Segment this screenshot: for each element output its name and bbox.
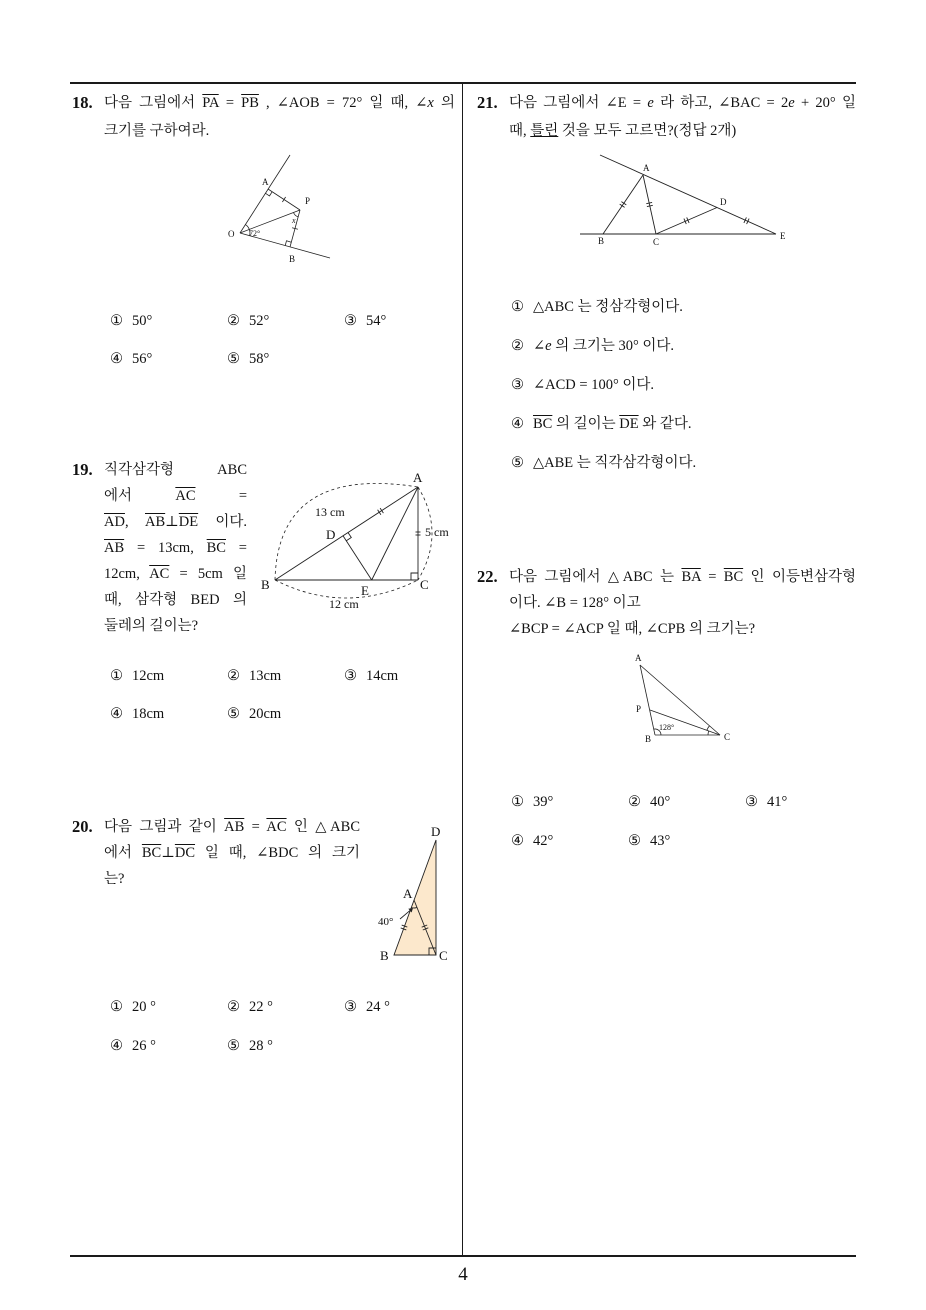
choice-number: ④ xyxy=(511,416,524,432)
overlined-segment: $\overline{AB}$ xyxy=(145,514,166,530)
text-segment: ∠ACD = 100° 이다. xyxy=(533,377,655,393)
answer-choice[interactable] xyxy=(511,453,696,492)
label-b: B xyxy=(289,254,296,264)
label-ac-length: 5 cm xyxy=(425,525,449,539)
segment-ac xyxy=(640,665,720,735)
text-segment: ⊥ xyxy=(165,514,179,530)
figure-19 xyxy=(258,465,458,615)
text-segment: ∠ xyxy=(533,338,546,354)
bottom-rule xyxy=(70,1255,856,1257)
question-text-19 xyxy=(104,457,247,639)
question-number-19: 19. xyxy=(72,460,93,479)
text-segment: 일 때, ∠BDC 의 크기 xyxy=(195,845,361,861)
choice-number: ④ xyxy=(511,833,524,849)
answer-choice[interactable] xyxy=(745,792,862,831)
text-segment: 와 같다. xyxy=(638,416,692,432)
answer-choice[interactable] xyxy=(511,375,696,414)
overlined-segment: $\overline{BA}$ xyxy=(681,569,701,585)
text-segment: 56° xyxy=(132,351,153,367)
question-line xyxy=(104,866,360,892)
tick-pa xyxy=(282,197,285,202)
text-segment: 41° xyxy=(767,794,788,810)
question-line xyxy=(104,457,247,483)
answer-choice[interactable] xyxy=(227,1036,344,1075)
top-rule xyxy=(70,82,856,84)
column-divider xyxy=(462,82,464,1256)
text-segment: ∠BCP = ∠ACP 일 때, ∠CPB 의 크기는? xyxy=(509,621,756,637)
choice-number: ④ xyxy=(110,706,123,722)
segment-ae xyxy=(372,487,418,580)
answer-choice[interactable] xyxy=(511,297,696,336)
overlined-segment: $\overline{AC}$ xyxy=(175,488,196,504)
text-segment: 라 하고, ∠BAC = 2 xyxy=(653,95,789,111)
page-number: 4 xyxy=(458,1264,468,1285)
label-o: O xyxy=(228,229,235,239)
text-segment: 42° xyxy=(533,833,554,849)
question-line xyxy=(104,561,247,587)
question-text-20 xyxy=(104,814,360,892)
text-segment: 인 △ABC xyxy=(286,819,360,835)
tick-ab-2 xyxy=(621,202,626,205)
answer-choice[interactable] xyxy=(344,997,461,1036)
text-segment: = xyxy=(700,569,724,585)
choice-number: ① xyxy=(110,668,123,684)
text-segment: 크기를 구하여라. xyxy=(104,123,210,139)
label-d: D xyxy=(720,197,727,207)
text-segment: , ∠AOB = 72° 일 때, ∠ xyxy=(258,95,428,111)
question-line xyxy=(104,613,247,639)
segment-ac xyxy=(643,175,656,234)
question-line xyxy=(104,117,455,145)
choices-18 xyxy=(110,311,461,387)
label-c: C xyxy=(439,948,448,963)
text-segment: = xyxy=(225,540,247,556)
question-text-21 xyxy=(509,89,856,145)
overlined-segment: $\overline{AC}$ xyxy=(266,819,287,835)
answer-choice[interactable] xyxy=(110,997,227,1036)
label-x: x xyxy=(292,216,296,225)
choice-number: ⑤ xyxy=(227,706,240,722)
text-segment: 14cm xyxy=(366,668,399,684)
text-segment: , xyxy=(124,514,145,530)
tick-ac-2 xyxy=(646,202,652,203)
choices-22 xyxy=(511,792,862,870)
label-c: C xyxy=(724,732,731,742)
label-a: A xyxy=(635,653,642,663)
choice-number: ③ xyxy=(344,668,357,684)
italic-variable: x xyxy=(427,95,434,111)
choice-number: ⑤ xyxy=(227,1038,240,1054)
figure-20 xyxy=(376,822,458,967)
question-line xyxy=(104,535,247,561)
angle-arc-pca xyxy=(707,726,710,731)
segment-ab xyxy=(640,665,655,735)
label-c: C xyxy=(653,237,660,247)
text-segment: 26 ° xyxy=(132,1038,156,1054)
text-segment: + 20° 일 xyxy=(794,95,856,111)
label-a: A xyxy=(643,163,650,173)
text-segment: 다음 그림에서 ∠E = xyxy=(509,95,648,111)
overlined-segment: $\overline{AC}$ xyxy=(149,566,170,582)
text-segment: 의 xyxy=(433,95,455,111)
question-number-20: 20. xyxy=(72,817,93,836)
figure-22 xyxy=(630,650,740,745)
question-line xyxy=(104,814,360,840)
text-segment: 24 ° xyxy=(366,999,390,1015)
choice-number: ② xyxy=(511,338,524,354)
segment-ab xyxy=(275,487,418,580)
choices-21 xyxy=(511,297,696,492)
overlined-segment: $\overline{AB}$ xyxy=(104,540,125,556)
text-segment: 이다. xyxy=(198,514,247,530)
text-segment: 20cm xyxy=(249,706,282,722)
ray-oa xyxy=(240,155,290,233)
text-segment: = 5cm 일 xyxy=(169,566,247,582)
line-ae xyxy=(600,155,776,234)
label-d: D xyxy=(326,527,336,542)
text-segment: 54° xyxy=(366,313,387,329)
label-c: C xyxy=(420,577,429,592)
text-segment: 43° xyxy=(650,833,671,849)
answer-choice[interactable] xyxy=(227,666,344,704)
italic-variable: e xyxy=(788,95,795,111)
text-segment: 28 ° xyxy=(249,1038,273,1054)
question-text-22 xyxy=(509,564,856,642)
label-b: B xyxy=(645,734,652,744)
question-line xyxy=(509,117,856,145)
text-segment: 58° xyxy=(249,351,270,367)
text-segment: △ABE 는 직각삼각형이다. xyxy=(533,455,697,471)
answer-choice[interactable] xyxy=(227,704,344,742)
text-segment: 에서 xyxy=(104,488,176,504)
label-ab-length: 13 cm xyxy=(315,505,345,519)
overlined-segment: $\overline{PB}$ xyxy=(241,95,259,111)
text-segment: 때, xyxy=(509,123,531,139)
choice-number: ② xyxy=(227,999,240,1015)
label-b: B xyxy=(598,236,605,246)
dashed-arc-bc xyxy=(275,580,418,598)
question-number-22: 22. xyxy=(477,567,498,586)
text-segment: = 13cm, xyxy=(124,540,207,556)
figure-18 xyxy=(226,150,336,265)
overlined-segment: $\overline{DC}$ xyxy=(174,845,196,861)
overlined-segment: $\overline{AB}$ xyxy=(224,819,245,835)
text-segment: 13cm xyxy=(249,668,282,684)
text-segment: 20 ° xyxy=(132,999,156,1015)
text-segment: 40° xyxy=(650,794,671,810)
text-segment: 것을 모두 고르면?(정답 2개) xyxy=(558,123,737,139)
angle-arc-bcp xyxy=(708,731,709,735)
overlined-segment: $\overline{BC}$ xyxy=(141,845,162,861)
answer-choice[interactable] xyxy=(511,336,696,375)
text-segment: 52° xyxy=(249,313,270,329)
text-segment: 인 이등변삼각형 xyxy=(743,569,856,585)
text-segment: 다음 그림과 같이 xyxy=(104,819,225,835)
label-e: E xyxy=(361,583,369,598)
answer-choice[interactable] xyxy=(110,704,227,742)
question-line xyxy=(104,587,247,613)
question-line xyxy=(104,840,360,866)
answer-choice[interactable] xyxy=(110,666,227,704)
text-segment: 다음 그림에서 △ABC 는 xyxy=(509,569,682,585)
text-segment: = xyxy=(195,488,247,504)
question-line xyxy=(509,616,856,642)
underlined-segment: 틀린 xyxy=(530,123,559,139)
label-e: E xyxy=(780,231,786,241)
answer-choice[interactable] xyxy=(344,311,461,349)
text-segment: 의 길이는 xyxy=(552,416,620,432)
tick-ad-2 xyxy=(380,508,383,513)
answer-choice[interactable] xyxy=(511,792,628,831)
label-a: A xyxy=(413,470,423,485)
choice-number: ③ xyxy=(344,313,357,329)
text-segment: 12cm, xyxy=(104,566,150,582)
choices-19 xyxy=(110,666,461,742)
label-angle-128: 128° xyxy=(659,723,675,732)
answer-choice[interactable] xyxy=(227,311,344,349)
question-line xyxy=(104,509,247,535)
text-segment: 의 크기는 30° 이다. xyxy=(551,338,675,354)
text-segment: 12cm xyxy=(132,668,165,684)
label-b: B xyxy=(380,948,389,963)
choice-number: ② xyxy=(227,313,240,329)
text-segment: 는? xyxy=(104,871,125,887)
text-segment: 둘레의 길이는? xyxy=(104,618,199,634)
answer-choice[interactable] xyxy=(344,666,461,704)
choice-number: ⑤ xyxy=(227,351,240,367)
label-bc-length: 12 cm xyxy=(329,597,359,611)
choice-number: ④ xyxy=(110,351,123,367)
text-segment: 에서 xyxy=(104,845,142,861)
choices-20 xyxy=(110,997,461,1075)
label-p: P xyxy=(305,196,311,206)
segment-cd xyxy=(656,208,717,235)
choice-number: ① xyxy=(110,999,123,1015)
label-angle-72: 72° xyxy=(249,229,261,238)
choice-number: ② xyxy=(227,668,240,684)
overlined-segment: $\overline{BC}$ xyxy=(533,416,553,432)
choice-number: ② xyxy=(628,794,641,810)
text-segment: = xyxy=(218,95,242,111)
choice-number: ① xyxy=(110,313,123,329)
answer-choice[interactable] xyxy=(110,1036,227,1075)
triangle-bdc xyxy=(394,840,436,955)
question-line xyxy=(509,564,856,590)
italic-variable: e xyxy=(545,338,552,354)
label-a: A xyxy=(403,886,413,901)
overlined-segment: $\overline{AD}$ xyxy=(104,514,125,530)
segment-ab xyxy=(603,175,643,234)
choice-number: ④ xyxy=(110,1038,123,1054)
question-line xyxy=(509,590,856,616)
answer-choice[interactable] xyxy=(110,349,227,387)
question-line xyxy=(104,89,455,117)
question-number-18: 18. xyxy=(72,93,93,112)
answer-choice[interactable] xyxy=(227,997,344,1036)
overlined-segment: $\overline{PA}$ xyxy=(202,95,219,111)
text-segment: 50° xyxy=(132,313,153,329)
choice-number: ① xyxy=(511,794,524,810)
overlined-segment: $\overline{DE}$ xyxy=(178,514,199,530)
text-segment: 22 ° xyxy=(249,999,273,1015)
label-a: A xyxy=(262,177,269,187)
choice-number: ③ xyxy=(745,794,758,810)
label-b: B xyxy=(261,577,270,592)
tick-ab-1 xyxy=(620,204,625,207)
text-segment: 때, 삼각형 BED 의 xyxy=(104,592,247,608)
question-line xyxy=(104,483,247,509)
overlined-segment: $\overline{BC}$ xyxy=(723,569,744,585)
text-segment: 다음 그림에서 xyxy=(104,95,203,111)
overlined-segment: $\overline{BC}$ xyxy=(206,540,226,556)
text-segment: △ABC 는 정삼각형이다. xyxy=(533,299,683,315)
text-segment: 직각삼각형 ABC xyxy=(104,462,247,478)
tick-ad-1 xyxy=(378,510,381,515)
answer-choice[interactable] xyxy=(227,349,344,387)
choice-number: ③ xyxy=(511,377,524,393)
choice-number: ⑤ xyxy=(628,833,641,849)
question-text-18 xyxy=(104,89,455,145)
label-p: P xyxy=(636,704,642,714)
label-angle-40: 40° xyxy=(378,916,394,928)
choice-number: ③ xyxy=(344,999,357,1015)
answer-choice[interactable] xyxy=(110,311,227,349)
text-segment: 이다. ∠B = 128° 이고 xyxy=(509,595,641,611)
italic-variable: e xyxy=(647,95,654,111)
tick-ac-1 xyxy=(647,205,653,206)
text-segment: 18cm xyxy=(132,706,165,722)
answer-choice[interactable] xyxy=(628,792,745,831)
choice-number: ① xyxy=(511,299,524,315)
overlined-segment: $\overline{DE}$ xyxy=(619,416,639,432)
right-angle-c xyxy=(411,573,418,580)
text-segment: = xyxy=(244,819,267,835)
text-segment: ⊥ xyxy=(161,845,175,861)
segment-de xyxy=(343,536,372,580)
choice-number: ⑤ xyxy=(511,455,524,471)
answer-choice[interactable] xyxy=(511,831,628,870)
right-angle-d xyxy=(346,533,351,541)
answer-choice[interactable] xyxy=(628,831,745,870)
question-line xyxy=(509,89,856,117)
question-number-21: 21. xyxy=(477,93,498,112)
text-segment: 39° xyxy=(533,794,554,810)
label-d: D xyxy=(431,824,441,839)
figure-21 xyxy=(578,152,793,247)
answer-choice[interactable] xyxy=(511,414,696,453)
